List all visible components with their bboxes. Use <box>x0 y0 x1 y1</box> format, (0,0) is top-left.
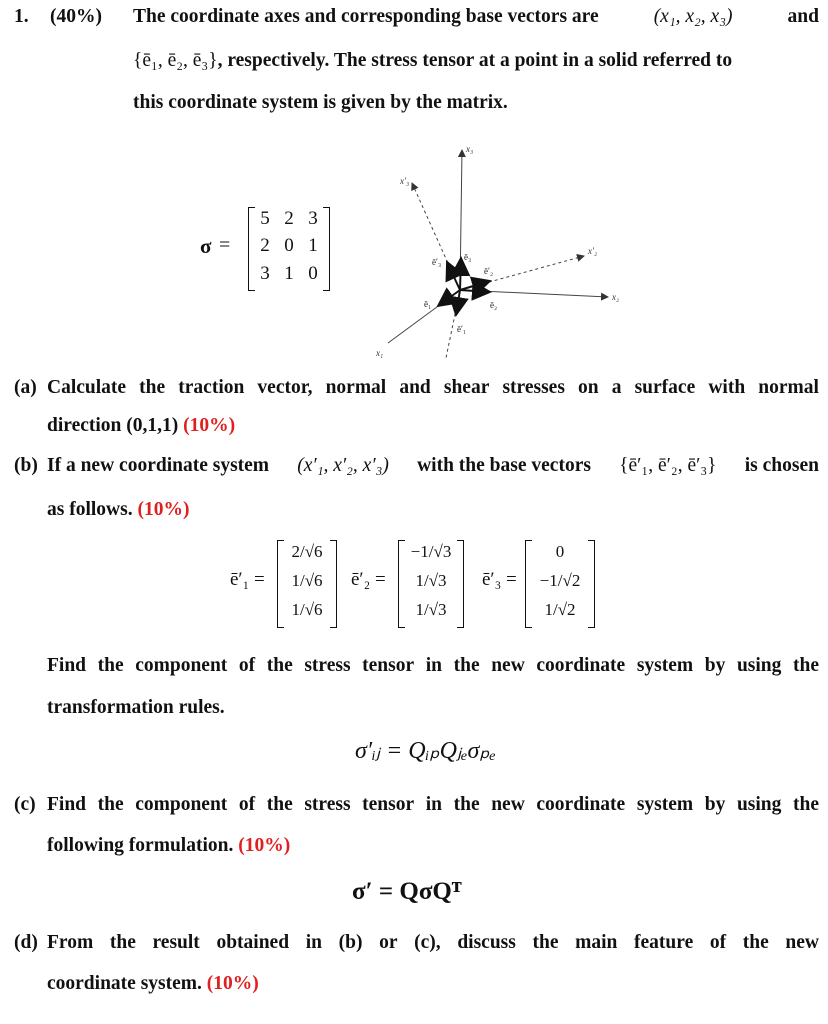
vector-entry: −1/√3 <box>410 542 452 561</box>
word: by <box>704 794 726 815</box>
word: stresses <box>502 377 565 398</box>
word: main <box>575 932 618 953</box>
part-d-system: coordinate system. <box>47 973 202 994</box>
part-b-follows: as follows. <box>47 499 133 520</box>
matrix-cell: 5 <box>260 208 270 229</box>
label-e3-prime: ē′₃ <box>432 257 442 267</box>
label-x1: x₁ <box>376 348 384 358</box>
vector-entry: 2/√6 <box>291 542 323 561</box>
e2-prime-vector <box>460 281 490 290</box>
vector-entry: 1/√3 <box>415 571 447 590</box>
word: feature <box>634 932 694 953</box>
part-b-line-2 <box>47 499 189 521</box>
word: (c), <box>414 932 441 953</box>
word: in <box>305 932 322 953</box>
word: Find <box>47 794 87 815</box>
vector-entry: 0 <box>555 542 565 561</box>
matrix-cell: 0 <box>284 235 294 256</box>
vector-entry: 1/√6 <box>291 571 323 590</box>
word: using <box>736 794 782 815</box>
intro-line-2-text: , respectively. The stress tensor at a point in a solid referred to <box>217 50 733 71</box>
e2-prime-name: ē′₂ = <box>351 569 386 590</box>
vector-entry: 1/√3 <box>415 600 447 619</box>
part-c-points: (10%) <box>238 835 291 856</box>
word: surface <box>634 377 696 398</box>
intro-line-1-coords: (x₁, x₂, x₃) <box>653 6 733 27</box>
label-e3: ē₃ <box>464 252 472 262</box>
part-c-line-1 <box>47 794 819 816</box>
part-b-line-1 <box>47 455 819 477</box>
part-a-points: (10%) <box>183 415 236 436</box>
word: by <box>704 655 726 676</box>
word: system <box>636 655 694 676</box>
matrix-formula: σ′ = QσQᵀ <box>352 878 462 905</box>
part-b-find-line-1 <box>47 655 819 677</box>
label-x2: x₂ <box>612 292 620 302</box>
word: of <box>238 794 256 815</box>
part-b-coords: (x′₁, x′₂, x′₃) <box>297 455 389 476</box>
part-d-line-1 <box>47 932 819 954</box>
word: obtained <box>216 932 290 953</box>
part-a-line-2 <box>47 415 235 437</box>
word: of <box>238 655 256 676</box>
intro-line-2 <box>133 50 732 72</box>
word: of <box>709 932 727 953</box>
vector-entry: −1/√2 <box>539 571 581 590</box>
word: tensor <box>362 655 415 676</box>
part-b-text-c: is chosen <box>744 455 819 476</box>
intro-line-3: this coordinate system is given by the matrix. <box>133 92 508 113</box>
part-d-label: (d) <box>14 932 38 953</box>
word: the <box>109 932 136 953</box>
word: a <box>611 377 622 398</box>
word: Find <box>47 655 87 676</box>
part-a-line-1 <box>47 377 819 399</box>
e2-prime-column <box>398 540 464 628</box>
transformation-formula: σ′ᵢⱼ = QᵢₚQⱼₑσₚₑ <box>355 738 496 764</box>
part-c-formulation: following formulation. <box>47 835 234 856</box>
label-e1: ē₁ <box>424 299 432 309</box>
matrix-right-bracket <box>323 207 330 291</box>
word: (b) <box>338 932 363 953</box>
word: Calculate <box>47 377 127 398</box>
part-c-label: (c) <box>14 794 36 815</box>
word: new <box>491 655 525 676</box>
matrix-cell: 3 <box>260 263 270 284</box>
word: stress <box>304 794 351 815</box>
matrix-cell: 3 <box>308 208 318 229</box>
intro-basis: {ē₁, ē₂, ē₃} <box>133 50 218 71</box>
word: in <box>425 794 443 815</box>
e3-prime-column <box>525 540 595 628</box>
word: the <box>97 655 124 676</box>
sigma-equals: = <box>219 234 231 256</box>
label-e2-prime: ē′₂ <box>484 266 494 276</box>
part-a-direction: direction (0,1,1) <box>47 415 179 436</box>
word: using <box>736 655 782 676</box>
word: From <box>47 932 94 953</box>
word: and <box>399 377 431 398</box>
word: system <box>636 794 694 815</box>
word: the <box>453 655 480 676</box>
word: the <box>742 932 769 953</box>
word: discuss <box>457 932 516 953</box>
word: component <box>135 794 228 815</box>
e3-prime-vector <box>447 262 460 290</box>
word: traction <box>178 377 245 398</box>
problem-weight: (40%) <box>50 6 102 27</box>
word: the <box>532 932 559 953</box>
part-d-points: (10%) <box>206 973 259 994</box>
word: the <box>266 655 293 676</box>
e1-prime-vector <box>456 290 460 315</box>
word: coordinate <box>536 794 626 815</box>
matrix-cell: 2 <box>260 235 270 256</box>
word: in <box>425 655 443 676</box>
label-e1-prime: ē′₁ <box>457 324 467 334</box>
word: the <box>792 655 819 676</box>
e3-vector <box>460 258 461 290</box>
part-b-find-line-2: transformation rules. <box>47 697 225 718</box>
label-x2-prime: x′₂ <box>588 246 598 256</box>
matrix-cell: 0 <box>308 263 318 284</box>
part-a-label: (a) <box>14 377 37 398</box>
intro-line-1 <box>133 6 819 28</box>
word: with <box>708 377 746 398</box>
stress-matrix <box>248 207 330 291</box>
intro-line-1-and: and <box>787 6 819 27</box>
matrix-cell: 1 <box>284 263 294 284</box>
word: coordinate <box>536 655 626 676</box>
word: on <box>578 377 599 398</box>
part-d-line-2 <box>47 973 259 995</box>
part-b-text-b: with the base vectors <box>417 455 591 476</box>
sigma-symbol: σ <box>200 234 212 258</box>
matrix-cell: 1 <box>308 235 318 256</box>
part-b-label: (b) <box>14 455 38 476</box>
part-b-text-a: If a new coordinate system <box>47 455 270 476</box>
word: the <box>266 794 293 815</box>
e1-prime-column <box>277 540 337 628</box>
word: the <box>139 377 166 398</box>
word: stress <box>304 655 351 676</box>
label-x3: x₃ <box>466 144 474 154</box>
word: normal <box>758 377 819 398</box>
part-b-basis: {ē′₁, ē′₂, ē′₃} <box>619 455 717 476</box>
intro-line-1-text: The coordinate axes and corresponding base vectors are <box>133 6 599 27</box>
word: tensor <box>362 794 415 815</box>
e3-prime-name: ē′₃ = <box>482 569 517 590</box>
label-x3-prime: x′₃ <box>400 176 410 186</box>
word: new <box>785 932 819 953</box>
word: or <box>379 932 398 953</box>
coordinate-figure <box>340 140 640 370</box>
matrix-cell: 2 <box>284 208 294 229</box>
problem-number: 1. <box>14 6 29 27</box>
word: the <box>453 794 480 815</box>
label-e2: ē₂ <box>490 300 498 310</box>
vector-entry: 1/√6 <box>291 600 323 619</box>
word: the <box>792 794 819 815</box>
word: new <box>491 794 525 815</box>
word: result <box>152 932 200 953</box>
part-b-points: (10%) <box>137 499 190 520</box>
e2-vector <box>460 290 490 292</box>
vector-entry: 1/√2 <box>544 600 576 619</box>
e1-prime-name: ē′₁ = <box>230 569 265 590</box>
word: normal <box>325 377 387 398</box>
word: vector, <box>257 377 313 398</box>
word: the <box>97 794 124 815</box>
word: shear <box>443 377 490 398</box>
word: component <box>135 655 228 676</box>
part-c-line-2 <box>47 835 290 857</box>
